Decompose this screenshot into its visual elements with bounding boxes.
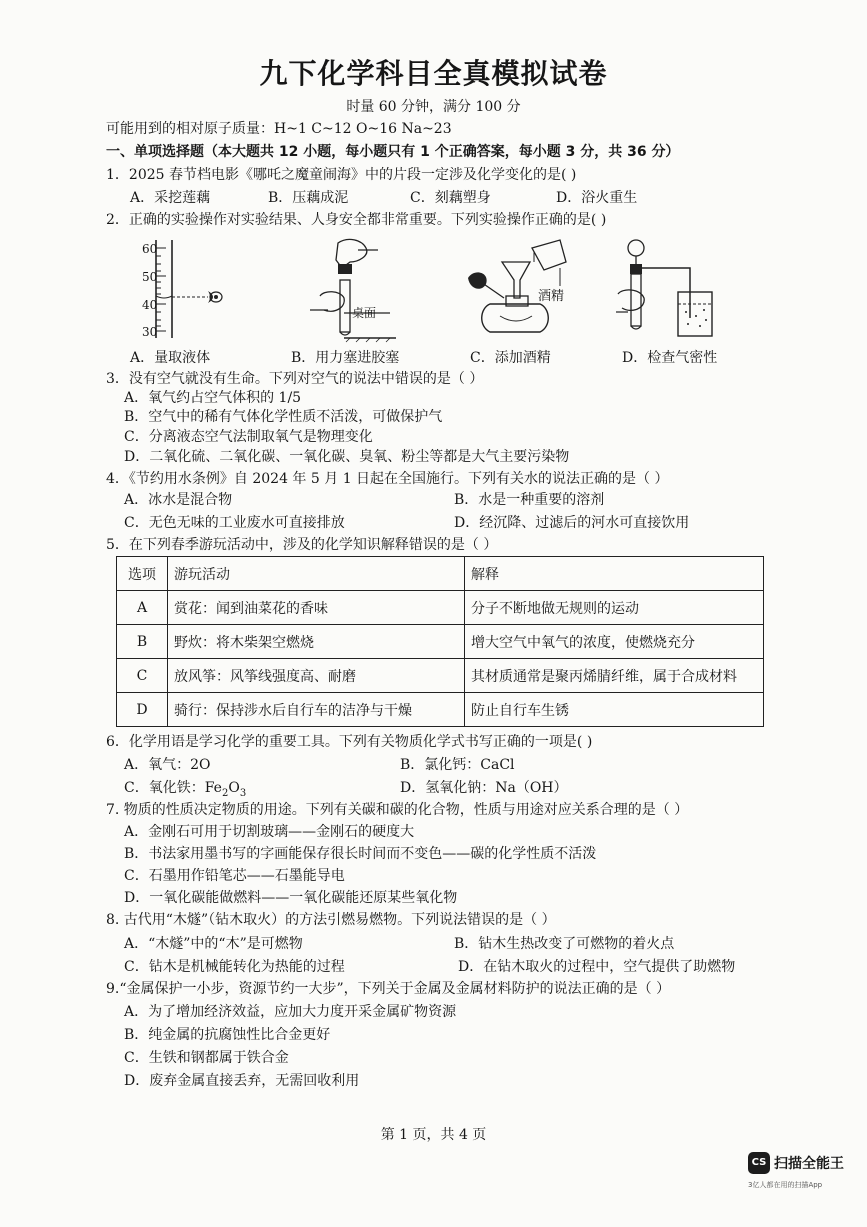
table-cell: 增大空气中氧气的浓度，使燃烧充分: [465, 625, 764, 659]
q9-option-c: C．生铁和钢都属于铁合金: [124, 1050, 289, 1066]
q8-option-c: C．钻木是机械能转化为热能的过程: [124, 959, 345, 975]
q1-option-a: A．采挖莲藕: [130, 190, 211, 206]
q7-option-d: D．一氧化碳能做燃料——一氧化碳能还原某些氧化物: [124, 890, 458, 906]
exam-title: 九下化学科目全真模拟试卷: [259, 57, 608, 90]
q4-option-d: D．经沉降、过滤后的河水可直接饮用: [454, 515, 690, 531]
q6-stem: 6．化学用语是学习化学的重要工具。下列有关物质化学式书写正确的一项是( ): [106, 734, 593, 750]
cs-logo-icon: CS: [748, 1152, 770, 1174]
table-cell: 赏花：闻到油菜花的香味: [168, 591, 465, 625]
q2-stem: 2．正确的实验操作对实验结果、人身安全都非常重要。下列实验操作正确的是( ): [106, 212, 607, 228]
q8-option-d: D．在钻木取火的过程中，空气提供了助燃物: [458, 959, 736, 975]
scanner-app-name: 扫描全能王: [774, 1156, 844, 1172]
q7-option-b: B．书法家用墨书写的字画能保存很长时间而不变色——碳的化学性质不活泼: [124, 846, 597, 862]
atomic-mass-line: 可能用到的相对原子质量：H~1 C~12 O~16 Na~23: [106, 121, 452, 137]
q1-option-d: D．浴火重生: [556, 190, 638, 206]
table-row: [117, 693, 764, 727]
q3-option-d: D．二氧化硫、二氧化碳、一氧化碳、臭氧、粉尘等都是大气主要污染物: [124, 449, 570, 465]
q9-option-b: B．纯金属的抗腐蚀性比合金更好: [124, 1027, 331, 1043]
q5-table: [116, 556, 764, 727]
q5-stem: 5．在下列春季游玩活动中，涉及的化学知识解释错误的是（ ）: [106, 537, 498, 553]
q9-stem: 9.“金属保护一小步，资源节约一大步”，下列关于金属及金属材料防护的说法正确的是（ ）: [106, 981, 671, 997]
table-row: [117, 591, 764, 625]
q6-option-d: D．氢氧化钠：Na（OH）: [400, 780, 568, 796]
figure-stopper-insert: [300, 238, 400, 343]
table-cell: B: [117, 625, 168, 659]
q1-option-b: B．压藕成泥: [268, 190, 349, 206]
table-header-cell: 游玩活动: [168, 557, 465, 591]
figure-airtightness-check: [612, 238, 722, 343]
q2-option-a: A．量取液体: [130, 350, 211, 366]
q6-option-a: A．氧气：2O: [124, 757, 211, 773]
q2-option-b: B．用力塞进胶塞: [291, 350, 400, 366]
table-cell: 分子不断地做无规则的运动: [465, 591, 764, 625]
q6-option-c: C．氧化铁：$Fe_2O_3$: [124, 780, 247, 799]
alcohol-label: 酒精: [538, 289, 565, 304]
q6-option-b: B．氯化钙：CaCl: [400, 757, 515, 773]
q7-option-c: C．石墨用作铅笔芯——石墨能导电: [124, 868, 345, 884]
q1-stem: 1．2025 春节档电影《哪吒之魔童闹海》中的片段一定涉及化学变化的是( ): [106, 167, 577, 183]
table-cell: 野炊：将木柴架空燃烧: [168, 625, 465, 659]
table-header-cell: 解释: [465, 557, 764, 591]
q8-option-a: A．“木燧”中的“木”是可燃物: [124, 936, 303, 952]
tick-60: 60: [142, 242, 158, 256]
scanner-watermark: [748, 1152, 848, 1212]
q8-stem: 8. 古代用“木燧”（钻木取火）的方法引燃易燃物。下列说法错误的是（ ）: [106, 912, 556, 928]
desk-label: 桌面: [352, 306, 377, 320]
q8-option-b: B．钻木生热改变了可燃物的着火点: [454, 936, 675, 952]
page-number: 第 1 页，共 4 页: [380, 1127, 487, 1143]
table-row: [117, 659, 764, 693]
q9-option-d: D．废弃金属直接丢弃，无需回收利用: [124, 1073, 360, 1089]
exam-time-score: 时量 60 分钟，满分 100 分: [346, 99, 521, 115]
table-cell: 其材质通常是聚丙烯腈纤维，属于合成材料: [465, 659, 764, 693]
table-cell: 放风筝：风筝线强度高、耐磨: [168, 659, 465, 693]
scanner-tagline: 3亿人都在用的扫描App: [748, 1181, 823, 1189]
tick-40: 40: [142, 298, 158, 312]
q4-stem: 4．《节约用水条例》自 2024 年 5 月 1 日起在全国施行。下列有关水的说法正确的是（ ）: [106, 471, 669, 487]
q3-stem: 3．没有空气就没有生命。下列对空气的说法中错误的是（ ）: [106, 371, 484, 387]
q3-option-c: C．分离液态空气法制取氧气是物理变化: [124, 429, 373, 445]
table-cell: A: [117, 591, 168, 625]
table-row: [117, 625, 764, 659]
table-cell: 防止自行车生锈: [465, 693, 764, 727]
q4-option-a: A．冰水是混合物: [124, 492, 233, 508]
tick-30: 30: [142, 325, 158, 339]
q4-option-b: B．水是一种重要的溶剂: [454, 492, 605, 508]
q7-option-a: A．金刚石可用于切割玻璃——金刚石的硬度大: [124, 824, 415, 840]
q4-option-c: C．无色无味的工业废水可直接排放: [124, 515, 345, 531]
table-cell: D: [117, 693, 168, 727]
section-heading: 一、单项选择题（本大题共 12 小题，每小题只有 1 个正确答案，每小题 3 分，共 36 分）: [106, 144, 680, 160]
q2-option-d: D．检查气密性: [622, 350, 718, 366]
q1-option-c: C．刻藕塑身: [410, 190, 491, 206]
q9-option-a: A．为了增加经济效益，应加大力度开采金属矿物资源: [124, 1004, 457, 1020]
table-cell: 骑行：保持涉水后自行车的洁净与干燥: [168, 693, 465, 727]
table-header-cell: 选项: [117, 557, 168, 591]
tick-50: 50: [142, 270, 158, 284]
table-header-row: [117, 557, 764, 591]
q3-option-b: B．空气中的稀有气体化学性质不活泼，可做保护气: [124, 409, 443, 425]
table-cell: C: [117, 659, 168, 693]
q2-option-c: C．添加酒精: [470, 350, 551, 366]
q3-option-a: A．氧气约占空气体积的 1/5: [124, 390, 302, 406]
q7-stem: 7. 物质的性质决定物质的用途。下列有关碳和碳的化合物，性质与用途对应关系合理的是（ ）: [106, 802, 689, 818]
